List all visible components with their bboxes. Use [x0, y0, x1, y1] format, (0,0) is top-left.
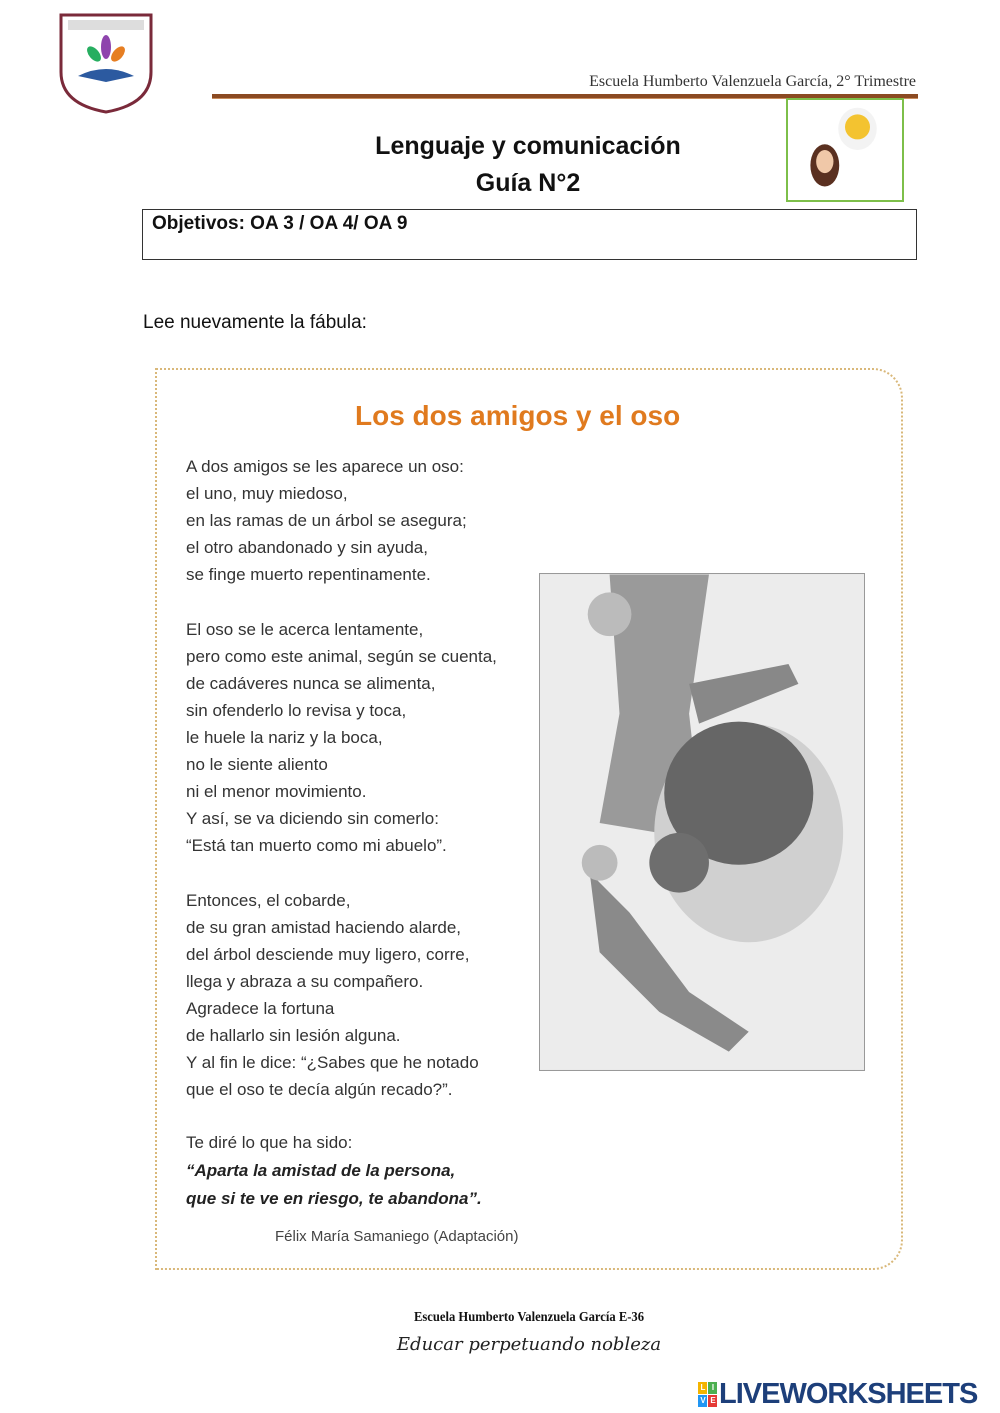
moral-line: que si te ve en riesgo, te abandona”. — [186, 1189, 482, 1208]
liveworksheets-icon: L I V E — [698, 1382, 717, 1407]
fable-line: se finge muerto repentinamente. — [186, 565, 431, 584]
fable-line: ni el menor movimiento. — [186, 782, 367, 801]
footer-motto: Educar perpetuando nobleza — [396, 1334, 662, 1355]
fable-illustration — [539, 573, 865, 1071]
moral-line: “Aparta la amistad de la persona, — [186, 1161, 456, 1180]
guide-number: Guía N°2 — [475, 169, 581, 197]
fable-line: en las ramas de un árbol se asegura; — [186, 511, 467, 530]
school-logo — [58, 12, 154, 114]
fable-line: de su gran amistad haciendo alarde, — [186, 918, 462, 937]
thinking-avatar-image — [786, 98, 904, 202]
fable-line: Y así, se va diciendo sin comerlo: — [186, 809, 439, 828]
fable-line: del árbol desciende muy ligero, corre, — [186, 945, 470, 964]
fable-line: Y al fin le dice: “¿Sabes que he notado — [186, 1053, 479, 1072]
fable-line: Te diré lo que ha sido: — [186, 1133, 353, 1152]
intro-text: Lee nuevamente la fábula: — [143, 312, 367, 333]
fable-line: no le siente aliento — [186, 755, 328, 774]
fable-line: pero como este animal, según se cuenta, — [186, 647, 497, 666]
fable-line: que el oso te decía algún recado?”. — [186, 1080, 453, 1099]
fable-line: sin ofenderlo lo revisa y toca, — [186, 701, 407, 720]
fable-line: el otro abandonado y sin ayuda, — [186, 538, 428, 557]
fable-line: A dos amigos se les aparece un oso: — [186, 457, 464, 476]
footer-school: Escuela Humberto Valenzuela García E-36 — [413, 1310, 645, 1325]
liveworksheets-logo — [698, 1378, 977, 1411]
fable-line: llega y abraza a su compañero. — [186, 972, 424, 991]
fable-title: Los dos amigos y el oso — [355, 400, 681, 431]
fable-line: “Está tan muerto como mi abuelo”. — [186, 836, 447, 855]
header-school-term: Escuela Humberto Valenzuela García, 2° Trimestre — [589, 73, 916, 90]
page-title — [300, 128, 756, 202]
objectives-box: Objetivos: OA 3 / OA 4/ OA 9 — [142, 209, 917, 260]
fable-line: Entonces, el cobarde, — [186, 891, 351, 910]
fable-author: Félix María Samaniego (Adaptación) — [275, 1228, 519, 1245]
subject-title: Lenguaje y comunicación — [375, 132, 681, 160]
fable-line: de cadáveres nunca se alimenta, — [186, 674, 436, 693]
brand-name: LIVEWORKSHEETS — [719, 1378, 978, 1410]
fable-line: el uno, muy miedoso, — [186, 484, 348, 503]
fable-line: le huele la nariz y la boca, — [186, 728, 383, 747]
fable-line: de hallarlo sin lesión alguna. — [186, 1026, 401, 1045]
fable-line: El oso se le acerca lentamente, — [186, 620, 424, 639]
fable-line: Agradece la fortuna — [186, 999, 335, 1018]
